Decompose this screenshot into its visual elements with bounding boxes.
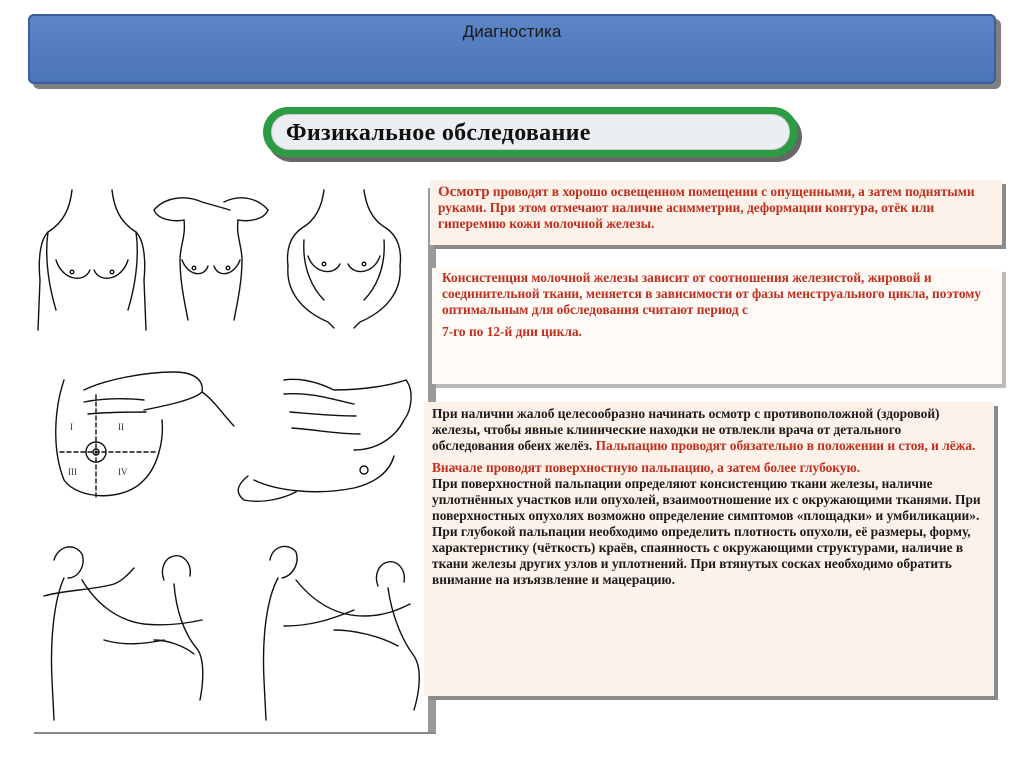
inspection-text-box	[430, 180, 1002, 245]
complaints-text: При наличии жалоб целесообразно начинать осмотр с противоположной (здоровой) железы, чтобы явные клинические находки не отвлекли врача от детального обследования обеих желёз.	[432, 406, 940, 453]
torso-arms-raised-figure	[154, 198, 268, 320]
palpation-order-paragraph: Вначале проводят поверхностную пальпацию, а затем более глубокую.	[432, 460, 861, 475]
quadrant-label-3: III	[68, 467, 77, 477]
palpation-details-paragraph: При поверхностной пальпации определяют консистенцию ткани железы, наличие уплотнённых участков или опухолей, взаимоотношение их с окружающими тканями. При поверхностных опухолях возможно определение симптомов «площадки» и умбиликации». При глубокой пальпации необходимо определить плотность опухоли, её размеры, форму, характеристику (чёткость) краёв, спаянность с окружающими структурами, наличие в ткани железы других узлов и уплотнений. При втянутых сосках необходимо обратить внимание на изъязвление и мацерацию.	[432, 476, 981, 587]
consistency-paragraph: Консистенция молочной железы зависит от соотношения железистой, жировой и соединительной ткани, меняется в зависимости от фазы менструального цикла, поэтому оптимальным для обследования считают период с	[442, 270, 982, 317]
examination-illustrations	[34, 180, 436, 730]
header-bar	[28, 14, 996, 84]
complaints-paragraph	[432, 406, 986, 454]
section-title-banner	[263, 107, 798, 157]
torso-hands-on-hips-figure	[288, 190, 401, 328]
torso-arms-down-figure	[38, 190, 146, 330]
inspection-paragraph	[438, 184, 994, 232]
header-title: Диагностика	[462, 22, 562, 41]
standing-palpation-figure-left	[44, 547, 203, 720]
inspection-lead: Осмотр	[438, 184, 490, 200]
palpation-position-text: Пальпацию проводят обязательно в положении и стоя, и лёжа.	[592, 438, 976, 453]
figure-panel-bottom-border	[34, 732, 436, 734]
hand-palpation-figure	[238, 379, 411, 501]
standing-palpation-figure-right	[264, 546, 420, 720]
quadrant-label-2: II	[118, 422, 124, 432]
section-title-frame	[271, 114, 790, 150]
cycle-period: 7-го по 12-й дни цикла.	[442, 324, 582, 339]
inspection-text: проводят в хорошо освещенном помещении с опущенными, а затем поднятыми руками. При этом отмечают наличие асимметрии, деформации контура, отёк или гиперемию кожи молочной железы.	[438, 184, 975, 231]
section-title: Физикальное обследование	[286, 120, 591, 146]
palpation-text-box	[424, 402, 994, 696]
quadrant-label-1: I	[70, 422, 73, 432]
breast-quadrant-diagram	[56, 372, 234, 500]
consistency-text-box	[432, 268, 1002, 384]
quadrant-label-4: IV	[118, 467, 128, 477]
